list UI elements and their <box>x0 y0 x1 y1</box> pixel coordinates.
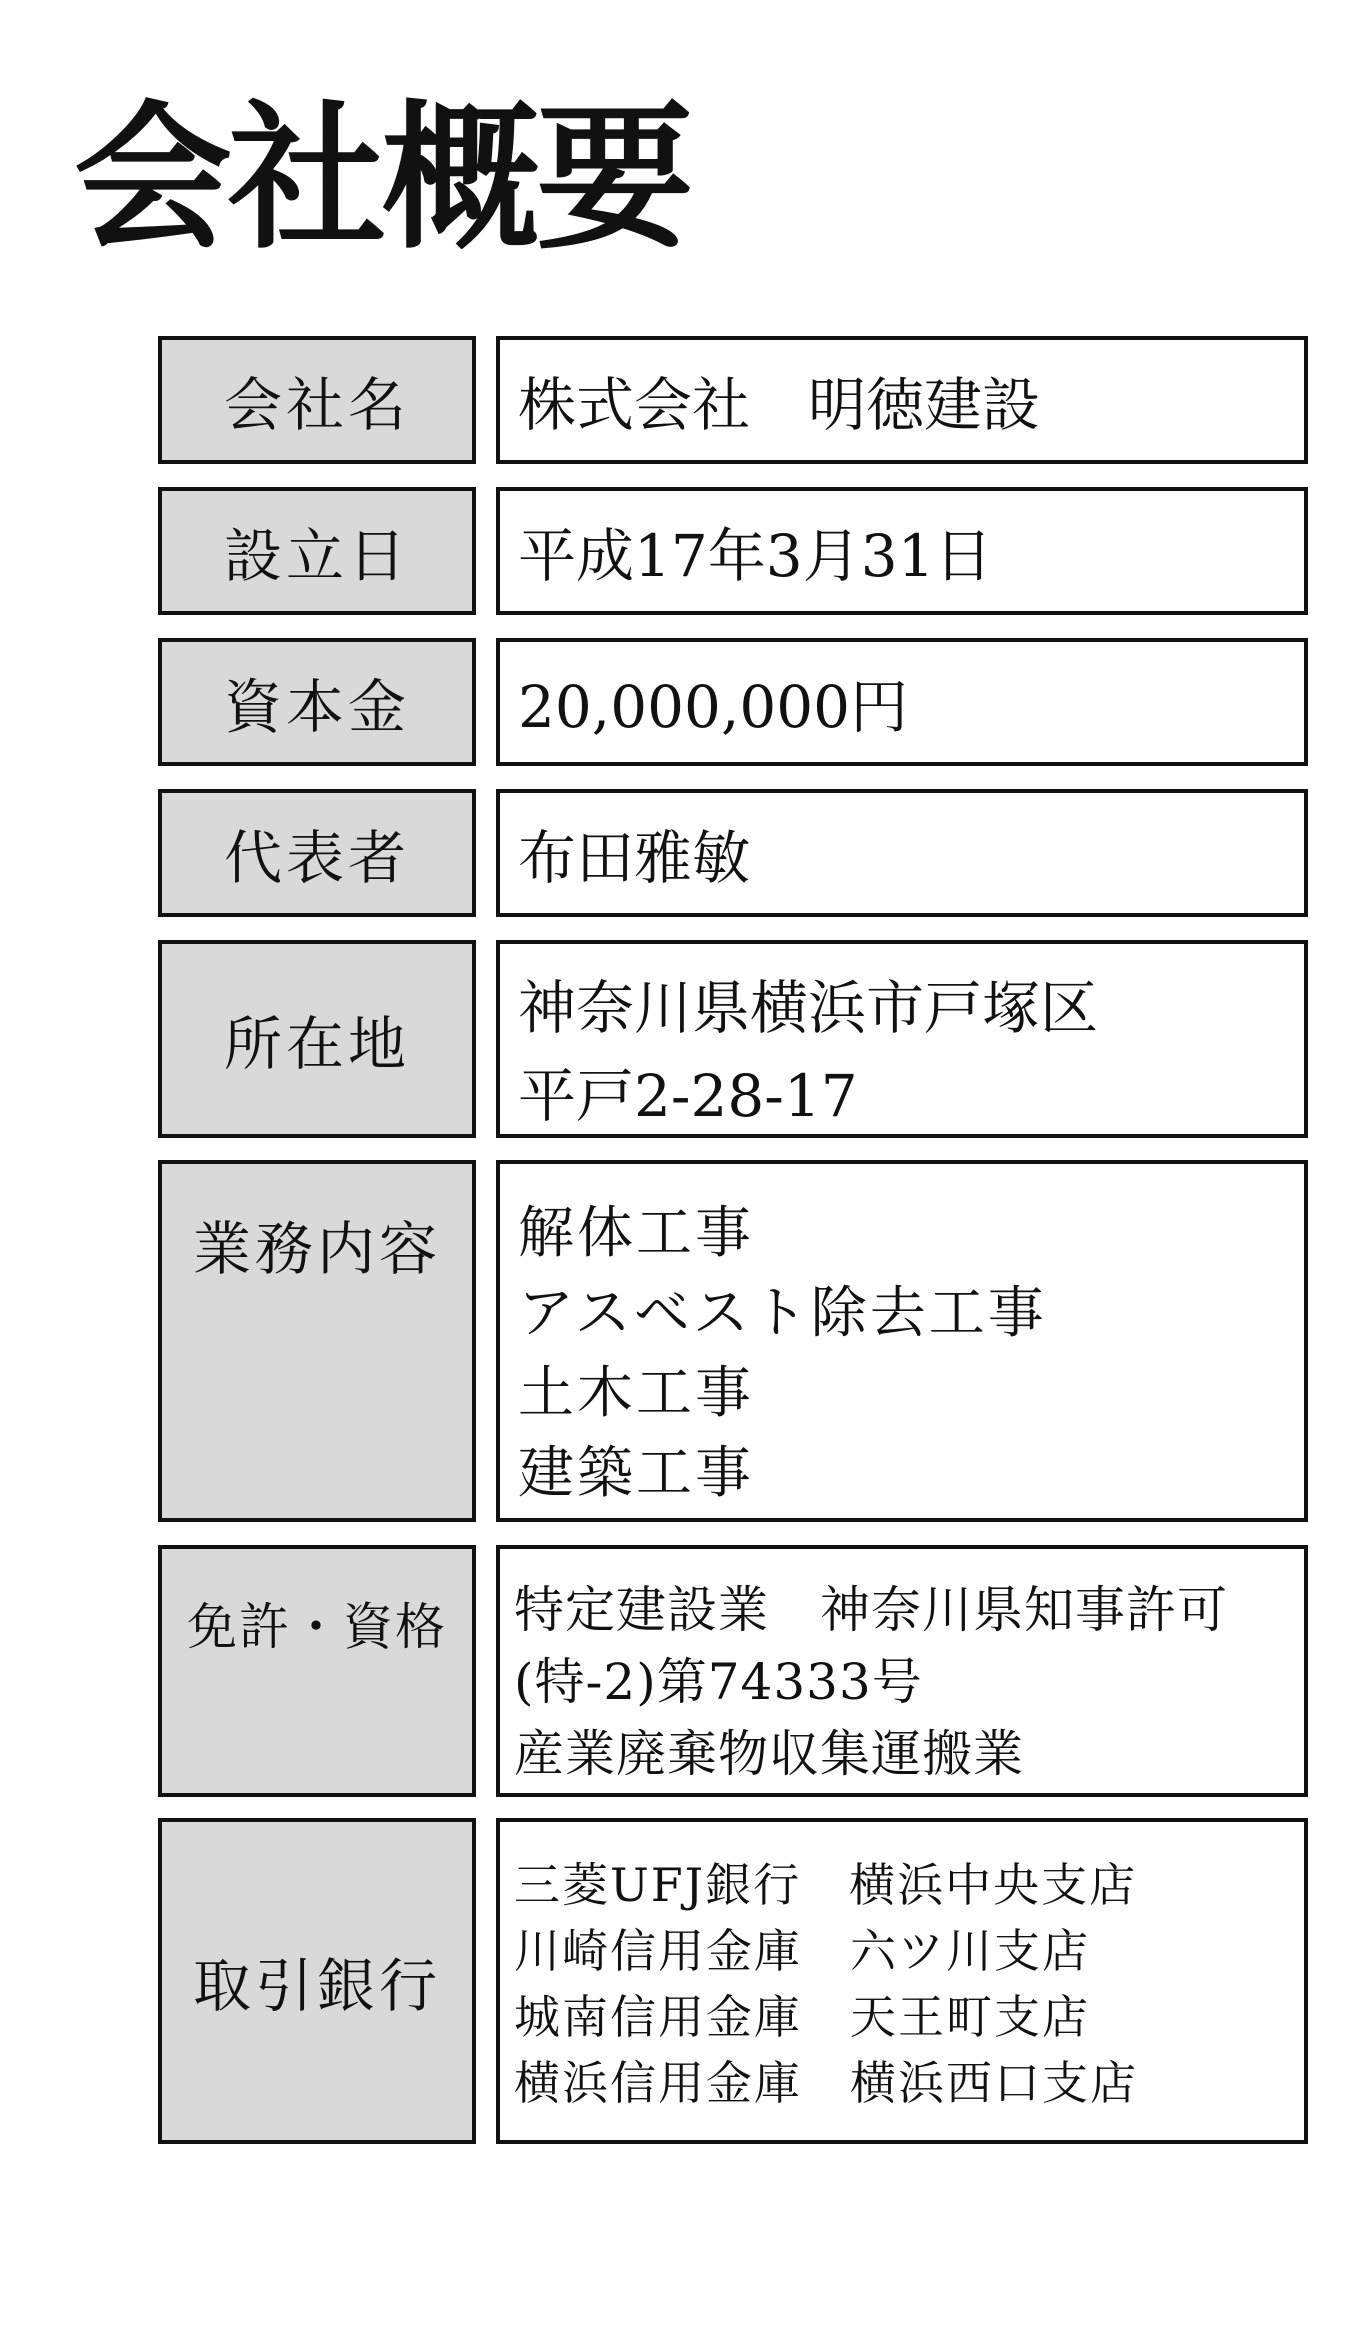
founded-value <box>496 487 1308 615</box>
license-item: 特定建設業 神奈川県知事許可 <box>514 1581 1228 1639</box>
company-name-value <box>496 336 1308 464</box>
licenses-label: 免許・資格 <box>158 1545 476 1797</box>
license-item: 産業廃棄物収集運搬業 <box>514 1725 1024 1783</box>
representative-value <box>496 789 1308 917</box>
representative-row <box>158 789 1308 917</box>
address-label: 所在地 <box>158 940 476 1138</box>
bank-item: 三菱UFJ銀行 横浜中央支店 <box>514 1858 1138 1912</box>
business-value <box>496 1160 1308 1522</box>
address-row <box>158 940 1308 1138</box>
address-value <box>496 940 1308 1138</box>
founded-text: 平成17年3月31日 <box>518 522 993 590</box>
banks-row <box>158 1818 1308 2144</box>
address-line: 平戸2-28-17 <box>518 1062 858 1130</box>
company-name-label: 会社名 <box>158 336 476 464</box>
business-row <box>158 1160 1308 1522</box>
business-label: 業務内容 <box>158 1160 476 1522</box>
address-line: 神奈川県横浜市戸塚区 <box>518 974 1099 1042</box>
capital-label: 資本金 <box>158 638 476 766</box>
founded-row <box>158 487 1308 615</box>
representative-label: 代表者 <box>158 789 476 917</box>
page-title: 会社概要 <box>74 86 690 271</box>
banks-label: 取引銀行 <box>158 1818 476 2144</box>
representative-text: 布田雅敏 <box>518 824 751 892</box>
business-item: 建築工事 <box>518 1441 754 1506</box>
business-item: アスベスト除去工事 <box>518 1281 1047 1346</box>
bank-item: 城南信用金庫 天王町支店 <box>514 1990 1090 2044</box>
business-item: 土木工事 <box>518 1361 754 1426</box>
founded-label: 設立日 <box>158 487 476 615</box>
capital-row <box>158 638 1308 766</box>
banks-value <box>496 1818 1308 2144</box>
capital-value <box>496 638 1308 766</box>
capital-text: 20,000,000円 <box>518 673 909 741</box>
bank-item: 横浜信用金庫 横浜西口支店 <box>514 2056 1138 2110</box>
license-item: (特-2)第74333号 <box>514 1653 923 1711</box>
company-name-text: 株式会社 明徳建設 <box>518 371 1041 439</box>
licenses-value <box>496 1545 1308 1797</box>
business-item: 解体工事 <box>518 1201 754 1266</box>
company-name-row <box>158 336 1308 464</box>
licenses-row <box>158 1545 1308 1797</box>
bank-item: 川崎信用金庫 六ツ川支店 <box>514 1924 1090 1978</box>
